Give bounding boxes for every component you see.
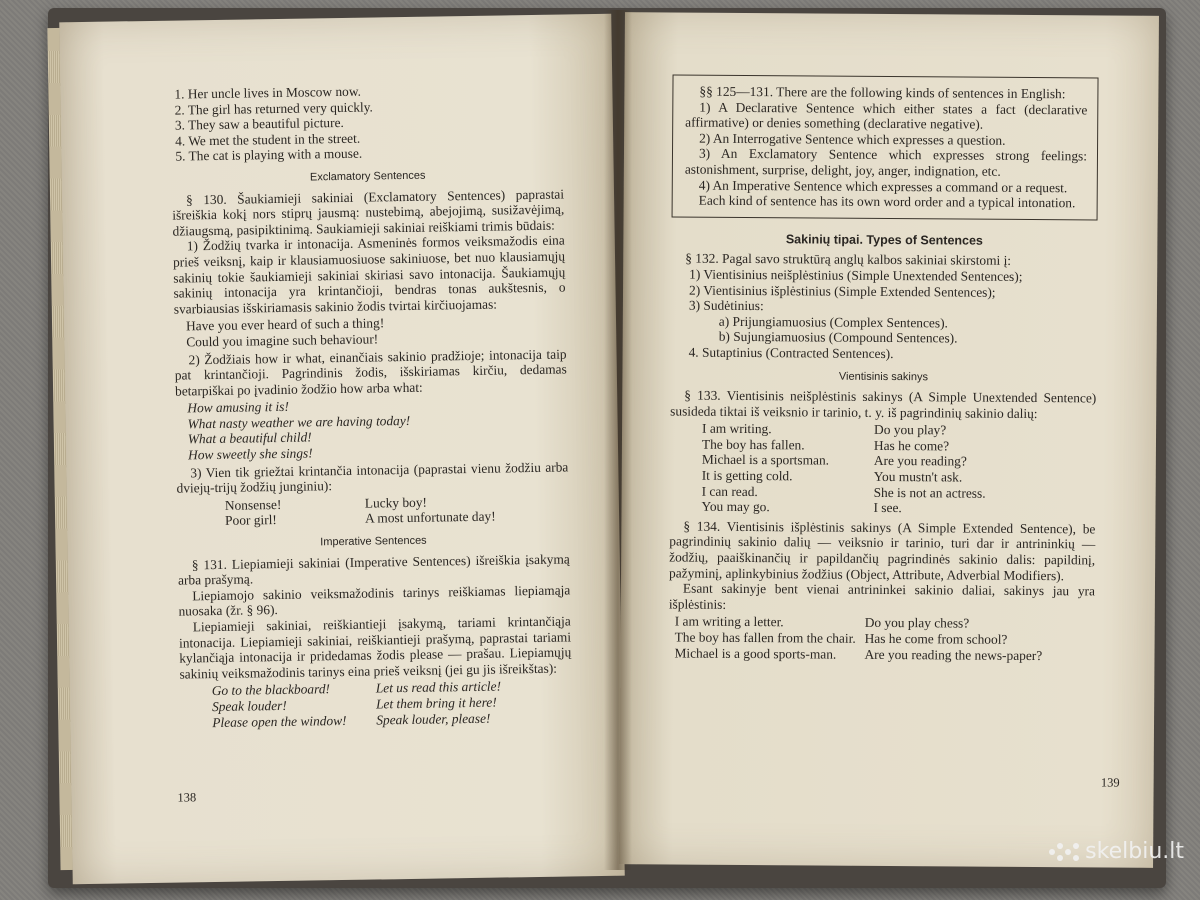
- example-line: A most unfortunate day!: [364, 509, 496, 527]
- example-line: I am writing a letter.: [674, 613, 784, 630]
- list-item: 1. Her uncle lives in Moscow now.: [174, 83, 362, 102]
- box-line: Each kind of sentence has its own word order and a typical intonation.: [698, 192, 1076, 211]
- heading-imperative: Imperative Sentences: [320, 534, 427, 549]
- example-line: Let us read this article!: [375, 678, 502, 696]
- numbered-examples: [170, 80, 563, 164]
- example-block-6: [674, 614, 1094, 664]
- example-line: You mustn't ask.: [873, 468, 963, 485]
- box-line: 1) A Declarative Sentence which either states a fact (declarative affirmative) or denies something (declarative negative).: [685, 99, 1088, 132]
- right-page: [619, 12, 1159, 868]
- list-item: 2. The girl has returned very quickly.: [174, 99, 373, 118]
- list-item: b) Sujungiamuosius (Compound Sentences).: [718, 329, 958, 346]
- example-line: Speak louder, please!: [376, 710, 491, 728]
- example-line: Are you reading?: [873, 453, 967, 470]
- heading-types: Sakinių tipai. Types of Sentences: [785, 232, 983, 248]
- paragraph-131-b: Liepiamojo sakinio veiksmažodinis tarinys reiškiamas liepiamąja nuosaka (žr. § 96).: [178, 582, 571, 619]
- example-line: What a beautiful child!: [187, 429, 312, 447]
- heading-exclamatory: Exclamatory Sentences: [309, 169, 426, 184]
- skelbiu-logo-icon: [1049, 841, 1079, 863]
- example-line: Let them bring it here!: [375, 694, 497, 712]
- paragraph-131: § 131. Liepiamieji sakiniai (Imperative Sentences) išreiškia įsakymą arba prašymą.: [177, 551, 570, 588]
- example-line: Poor girl!: [224, 512, 277, 529]
- paragraph-130-3: 3) Vien tik griežtai krintančia intonacija (paprastai vienu žodžiu arba dviejų-trijų žodžių junginiu):: [176, 459, 569, 496]
- example-line: Have you ever heard of such a thing!: [185, 315, 385, 334]
- example-line: Are you reading the news-paper?: [864, 646, 1043, 663]
- example-block-4: [212, 678, 573, 730]
- example-line: Has he come from school?: [864, 630, 1008, 647]
- list-item: 4. Sutaptinius (Contracted Sentences).: [688, 344, 894, 361]
- list-item: 3) Sudėtinius:: [688, 297, 764, 314]
- paragraph-130-1: 1) Žodžių tvarka ir intonacija. Asmeninės formos veiksmažodis eina prieš veiksnį, kaip ir klausiamuosiuose sakiniuose, bet nuo klausiamųjų sakinių tokie šaukiamieji sakiniai skiriasi savo intonacija. Šaukiamųjų sakinių intonacija yra krintančioji, bendras tonas aukštesnis, o svarbiausias išskiriamasis sakinio žodis tvirtai kirčiuojamas:: [172, 232, 566, 317]
- list-item: 1) Vientisinius neišplėstinius (Simple Unextended Sentences);: [689, 266, 1023, 284]
- paragraph-134-b: Esant sakinyje bent vienai antrininkei sakinio daliai, sakinys jau yra išplėstinis:: [668, 580, 1096, 612]
- list-item: a) Prijungiamuosius (Complex Sentences).: [718, 313, 948, 331]
- example-line: Michael is a sportsman.: [701, 452, 830, 469]
- box-line: 4) An Imperative Sentence which expresses a command or a request.: [698, 177, 1068, 195]
- example-line: Please open the window!: [212, 712, 347, 730]
- example-line: She is not an actress.: [873, 484, 986, 501]
- box-line: 2) An Interrogative Sentence which expresses a question.: [699, 130, 1006, 148]
- example-line: I am writing.: [702, 420, 772, 437]
- example-line: You may go.: [701, 498, 770, 515]
- example-line: Could you imagine such behaviour!: [186, 331, 379, 350]
- list-132: [689, 267, 1098, 363]
- paragraph-134: § 134. Vientisinis išplėstinis sakinys (A Simple Extended Sentence), be pagrindinių sakinio dalių — veiksnio ir tarinio, turi dar ir antrininkių — žodžių, paaiškinančių ir papildančių pagrindinės sakinio dalis: papildinį, pažyminį, aplinkybinius žodžius (Object, Attribute, Adverbial Modifiers).: [669, 518, 1096, 583]
- example-line: Do you play chess?: [864, 615, 970, 631]
- book-gutter: [604, 10, 632, 870]
- summary-box: [672, 74, 1099, 220]
- paragraph-133: § 133. Vientisinis neišplėstinis sakinys (A Simple Unextended Sentence) susideda tiktai iš veiksnio ir tarinio, t. y. iš pagrindinių sakinio dalių:: [670, 387, 1097, 421]
- paragraph-130-2: 2) Žodžiais how ir what, einančiais sakinio pradžioje; intonacija taip pat krintančioji. Pagrindinis žodis, išskiriamas kirčiu, dedamas betarpiškai po įvadinio žodžio how arba what:: [174, 345, 567, 399]
- example-line: How amusing it is!: [187, 399, 290, 416]
- example-line: Speak louder!: [211, 697, 287, 715]
- example-block-3: [225, 492, 569, 529]
- list-item: 5. The cat is playing with a mouse.: [175, 146, 363, 164]
- example-line: I can read.: [701, 483, 758, 499]
- left-page: [59, 14, 624, 885]
- example-line: Go to the blackboard!: [211, 681, 331, 699]
- example-block-2: [187, 395, 568, 463]
- example-block-1: [186, 313, 566, 350]
- paragraph-132: § 132. Pagal savo struktūrą anglų kalbos sakiniai skirstomi į:: [685, 250, 1012, 269]
- example-line: What nasty weather we are having today!: [187, 412, 411, 432]
- example-line: Has he come?: [873, 437, 950, 454]
- page-number-left: 138: [177, 790, 197, 805]
- box-line: 3) An Exclamatory Sentence which expresses strong feelings: astonishment, surprise, delight, joy, anger, indignation, etc.: [684, 146, 1088, 179]
- list-item: 3. They saw a beautiful picture.: [174, 115, 344, 133]
- example-line: Nonsense!: [224, 496, 282, 513]
- example-line: Lucky boy!: [364, 494, 428, 511]
- example-line: The boy has fallen.: [701, 436, 805, 453]
- list-item: 4. We met the student in the street.: [175, 130, 361, 149]
- example-line: Michael is a good sports-man.: [674, 645, 837, 662]
- heading-simple: Vientisinis sakinys: [838, 370, 929, 383]
- paragraph-131-c: Liepiamieji sakiniai, reiškiantieji įsakymą, tariami krintančiąja intonacija. Liepiamieji sakiniai, reiškiantieji prašymą, paprastai tariami kylančiąja intonacija ir pridedamas žodis please — prašau. Liepiamųjų sakinių veiksmažodinis tarinys eina prieš veiksnį (jei gu jis išreikštas):: [178, 613, 572, 682]
- example-line: I see.: [873, 500, 902, 516]
- box-line: §§ 125—131. There are the following kinds of sentences in English:: [699, 83, 1066, 102]
- example-line: The boy has fallen from the chair.: [674, 629, 856, 646]
- paragraph-130: § 130. Šaukiamieji sakiniai (Exclamatory Sentences) paprastai išreiškia kokį nors stiprų jausmą: nustebimą, abejojimą, susižavėjimą, džiaugsmą, pasipiktinimą. Saukiamieji sakiniai reiškiami trimis būdais:: [172, 186, 565, 239]
- example-block-5: [701, 421, 1096, 517]
- list-item: 2) Vientisinius išplėstinius (Simple Extended Sentences);: [688, 282, 996, 300]
- example-line: Do you play?: [874, 422, 947, 438]
- example-line: It is getting cold.: [701, 467, 793, 484]
- watermark: [1049, 839, 1184, 864]
- example-line: How sweetly she sings!: [187, 445, 313, 463]
- page-number-right: 139: [1100, 775, 1120, 790]
- watermark-text: skelbiu.lt: [1085, 839, 1184, 864]
